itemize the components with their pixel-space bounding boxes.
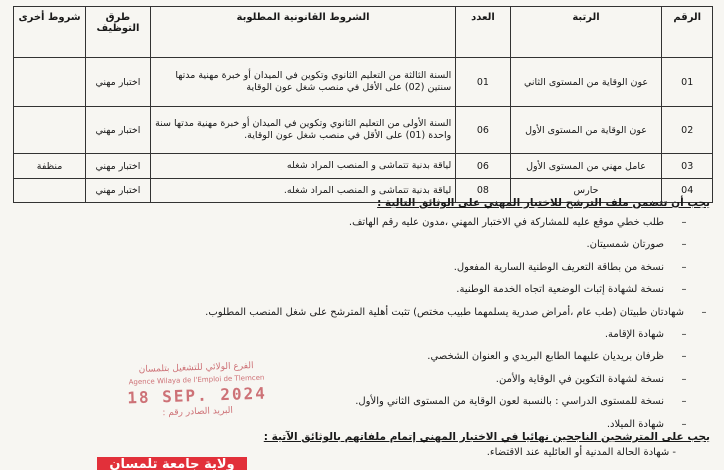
header-rank: الرتبة [510, 7, 662, 58]
row-rank: عون الوقاية من المستوى الأول [510, 107, 662, 154]
section2-item-text: شهادة الحالة المدنية أو العائلية عند الاقتضاء. [486, 447, 670, 458]
row-other [14, 58, 86, 107]
official-stamp [107, 359, 287, 427]
bullet-dash-icon: – [681, 396, 687, 408]
row-other [14, 179, 86, 203]
list-item-text: نسخة من بطاقة التعريف الوطنية السارية المفعول. [453, 261, 664, 273]
list-item [104, 324, 704, 346]
row-conditions: السنة الثالثة من التعليم الثانوي وتكوين في الميدان أو خبرة مهنية مدتها سنتين (02) على الأقل في منصب شغل عون الوقاية [150, 58, 456, 107]
bullet-dash-icon: – [681, 328, 687, 340]
row-number: 01 [662, 58, 713, 107]
list-item [104, 257, 704, 279]
row-number: 03 [662, 154, 713, 179]
list-item [104, 279, 704, 301]
row-other: منظفة [14, 154, 86, 179]
list-item-text: نسخة لشهادة التكوين في الوقاية والأمن. [495, 373, 664, 385]
bullet-dash-icon: – [681, 284, 687, 296]
list-item-text: نسخة لشهادة إثبات الوضعية اتجاه الخدمة الوطنية. [456, 284, 664, 296]
row-conditions: لياقة بدنية تتماشى و المنصب المراد شغله. [150, 179, 456, 203]
row-conditions: لياقة بدنية تتماشى و المنصب المراد شغله [150, 154, 456, 179]
row-method: اختبار مهني [86, 107, 151, 154]
row-method: اختبار مهني [86, 58, 151, 107]
list-item [104, 234, 704, 256]
list-item-text: نسخة للمستوى الدراسي : بالنسبة لعون الوقاية من المستوى الثاني والأول. [355, 396, 664, 408]
list-item-text: ظرفان بريديان عليهما الطابع البريدي و العنوان الشخصي. [427, 351, 664, 363]
bullet-dash-icon: – [681, 351, 687, 363]
stamp-date: 18 SEP. 2024 [127, 383, 268, 408]
header-method: طرق التوظيف [86, 7, 151, 58]
row-count: 06 [456, 154, 510, 179]
row-method: اختبار مهني [86, 179, 151, 203]
row-method: اختبار مهني [86, 154, 151, 179]
list-item-text: طلب خطي موقع عليه للمشاركة في الاختبار المهني ،مدون عليه رقم الهاتف. [348, 217, 664, 228]
bullet-dash-icon: – [701, 306, 707, 318]
row-number: 04 [662, 179, 713, 203]
bullet-dash-icon: – [681, 239, 687, 251]
header-count: العدد [456, 7, 510, 58]
row-count: 06 [456, 107, 510, 154]
stamp-line2: Agence Wilaya de l'Emploi de Tlemcen [128, 373, 265, 387]
list-item-text: شهادتان طبيتان (طب عام ،أمراض صدرية يسلمهما طبيب مختص) تثبت أهلية المترشح على شغل المنصب المطلوب. [205, 306, 684, 318]
row-conditions: السنة الأولى من التعليم الثانوي وتكوين في الميدان أو خبرة مهنية مدتها سنة واحدة (01) على الأقل في منصب شغل عون الوقاية. [150, 107, 456, 154]
table-row [14, 154, 713, 179]
stamp-line1: الفرع الولائي للتشغيل بتلمسان [138, 361, 254, 376]
bullet-dash-icon: – [681, 261, 687, 273]
table-header-row [14, 7, 713, 58]
row-number: 02 [662, 107, 713, 154]
section1-heading: يجب أن تتضمن ملف الترشح للاختبار المهني على الوثائق التالية : [377, 197, 710, 209]
bullet-dash-icon: – [681, 217, 687, 228]
header-number: الرقم [662, 7, 713, 58]
bullet-dash-icon: – [681, 373, 687, 385]
row-count: 08 [456, 179, 510, 203]
section2-heading: يجب على المترشحين الناجحين نهائيا في الاختبار المهني إتمام ملفاتهم بالوثائق الآتية : [263, 431, 710, 443]
list-item [104, 302, 724, 324]
list-item-text: صورتان شمسيتان. [586, 239, 664, 251]
positions-table [13, 6, 713, 203]
row-count: 01 [456, 58, 510, 107]
list-item-text: شهادة الميلاد. [606, 418, 664, 430]
stamp-line3: البريد الصادر رقم : [162, 405, 234, 419]
row-rank: عامل مهني من المستوى الأول [510, 154, 662, 179]
list-item [104, 212, 704, 234]
list-item-text: شهادة الإقامة. [604, 328, 664, 340]
row-rank: حارس [510, 179, 662, 203]
header-other: شروط أخرى [14, 7, 86, 58]
bullet-dash-icon: – [681, 418, 687, 430]
section2-item: - شهادة الحالة المدنية أو العائلية عند الاقتضاء. [486, 447, 676, 458]
header-conditions: الشروط القانونية المطلوبة [150, 7, 456, 58]
bottom-red-banner: ولاية جامعة تلمسان [97, 457, 247, 470]
table-row [14, 107, 713, 154]
row-other [14, 107, 86, 154]
row-rank: عون الوقاية من المستوى الثاني [510, 58, 662, 107]
table-row [14, 58, 713, 107]
